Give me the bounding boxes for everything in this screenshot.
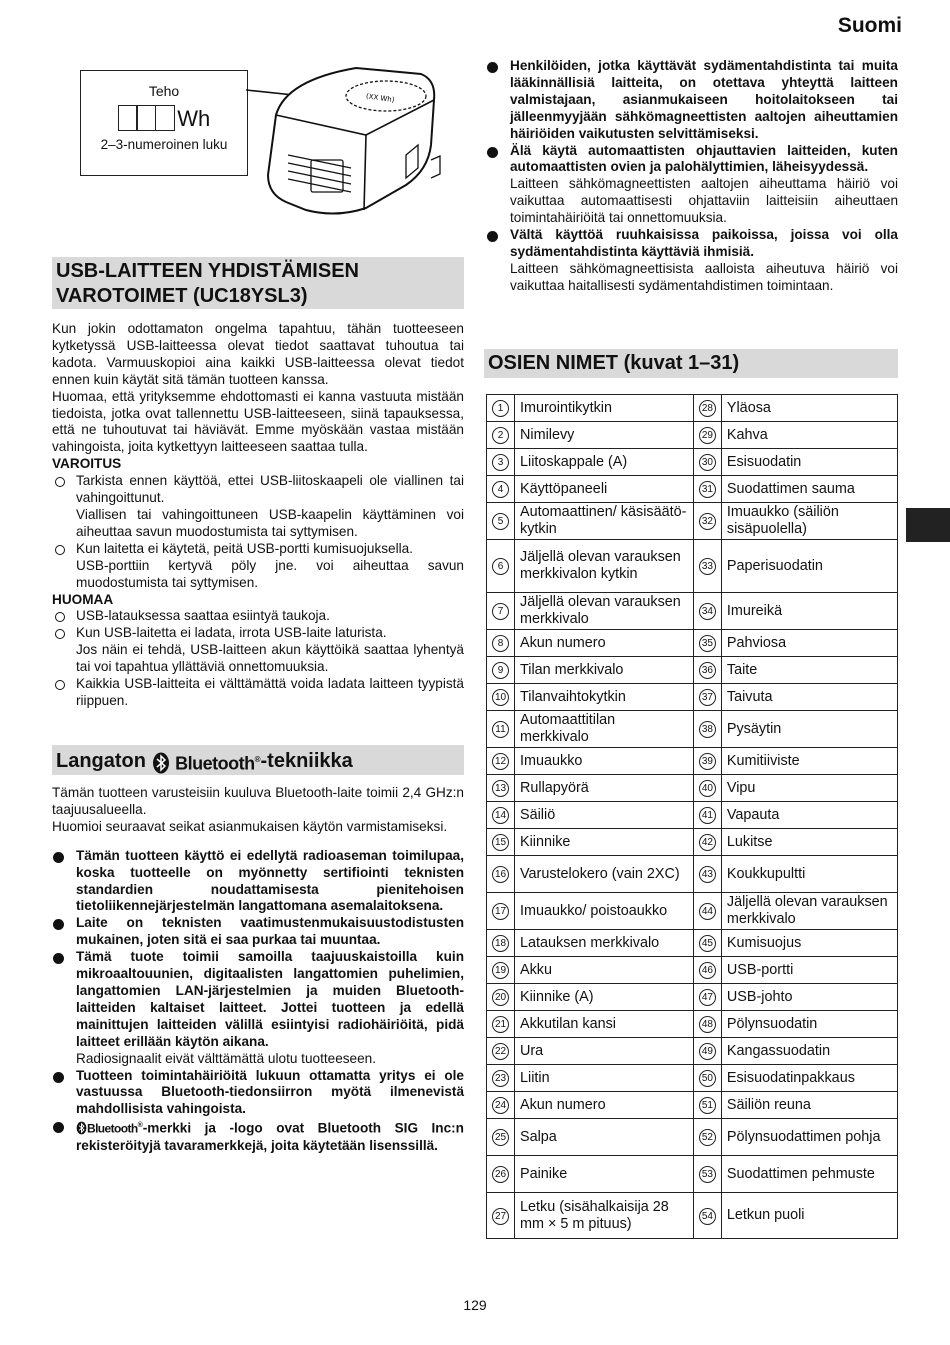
part-number-cell	[693, 829, 721, 856]
bluetooth-mini-icon	[76, 1121, 87, 1135]
part-name: Vipu	[721, 775, 897, 802]
part-number-cell	[487, 630, 515, 657]
part-number-cell	[487, 930, 515, 957]
digit-box	[155, 105, 175, 131]
part-name: Letkun puoli	[721, 1193, 897, 1239]
part-number: 19	[492, 962, 509, 979]
part-number-cell	[487, 1119, 515, 1156]
usb-heading-line2: VAROTOIMET (UC18YSL3)	[56, 285, 308, 307]
part-number-cell	[693, 395, 721, 422]
part-number-cell	[693, 684, 721, 711]
part-name: Jäljellä olevan varauksen merkkivalo	[721, 893, 897, 930]
bluetooth-logo: Bluetooth®	[152, 745, 261, 779]
part-number-cell	[693, 1038, 721, 1065]
power-label: Teho	[148, 83, 180, 99]
part-name: Nimilevy	[515, 422, 694, 449]
part-name: Rullapyörä	[515, 775, 694, 802]
parts-table-row	[487, 748, 898, 775]
part-number: 43	[699, 866, 716, 883]
usb-intro-2: Huomaa, että yrityksemme ehdottomasti ei kanna vastuuta mistään tiedoista, jotka ovat tallennettu USB-laitteeseen, siinä tapauksessa, että ne tuhoutuvat tai häviävät. Emme myöskään vastaa mistään vahingoista, joita kytkettyyn laitteeseen saattaa tulla.	[52, 388, 464, 455]
part-name: Pahviosa	[721, 630, 897, 657]
part-number: 17	[492, 903, 509, 920]
part-number: 25	[492, 1129, 509, 1146]
part-number: 1	[492, 400, 509, 417]
note-item: USB-latauksessa saattaa esiintyä taukoja.	[52, 608, 464, 625]
bluetooth-bullet: Tuotteen toimintahäiriöitä lukuun ottamatta yritys ei ole vastuussa Bluetooth-tiedonsiirron myötä ilmenevistä mahdollisista vahingoista.	[52, 1068, 464, 1119]
part-name: Suodattimen pehmuste	[721, 1156, 897, 1193]
bluetooth-bullet: Laite on teknisten vaatimustenmukaisuustodistusten mukainen, joten sitä ei saa purkaa tai muuntaa.	[52, 915, 464, 949]
parts-table	[486, 394, 898, 1239]
parts-table-row	[487, 1065, 898, 1092]
part-number: 49	[699, 1043, 716, 1060]
part-name: Imurointikytkin	[515, 395, 694, 422]
part-number: 11	[492, 721, 509, 738]
part-number-cell	[487, 748, 515, 775]
part-name: Tilan merkkivalo	[515, 657, 694, 684]
part-name: USB-johto	[721, 984, 897, 1011]
parts-table-row	[487, 829, 898, 856]
part-name: Pölynsuodattimen pohja	[721, 1119, 897, 1156]
part-number: 7	[492, 603, 509, 620]
part-number-cell	[487, 593, 515, 630]
parts-section-heading: OSIEN NIMET (kuvat 1–31)	[484, 349, 898, 378]
part-number: 21	[492, 1016, 509, 1033]
part-number-cell	[693, 540, 721, 593]
part-number-cell	[693, 1119, 721, 1156]
part-name: Kangassuodatin	[721, 1038, 897, 1065]
part-number: 51	[699, 1097, 716, 1114]
parts-table-row	[487, 449, 898, 476]
part-number: 54	[699, 1208, 716, 1225]
part-name: Kumisuojus	[721, 930, 897, 957]
part-number: 5	[492, 513, 509, 530]
part-number-cell	[487, 395, 515, 422]
safety-bullet: Älä käytä automaattisten ohjauttavien laitteiden, kuten automaattisten ovien ja palohälyttimien, läheisyydessä. Laitteen sähkömagneettisten aaltojen aiheuttama häiriö voi vaikuttaa automaattisesti ohjattaviin laitteisiin aiheuttaen toimintahäiriöitä tai onnettomuuksia.	[486, 143, 898, 228]
part-number: 16	[492, 866, 509, 883]
part-name: Kumitiiviste	[721, 748, 897, 775]
part-number: 22	[492, 1043, 509, 1060]
part-name: Akun numero	[515, 630, 694, 657]
part-number-cell	[487, 503, 515, 540]
part-number-cell	[487, 957, 515, 984]
part-name: Esisuodatinpakkaus	[721, 1065, 897, 1092]
part-name: Varustelokero (vain 2XC)	[515, 856, 694, 893]
wh-digit-boxes	[81, 105, 247, 131]
usb-heading-line1: USB-LAITTEEN YHDISTÄMISEN	[56, 260, 359, 282]
warning-item: Tarkista ennen käyttöä, ettei USB-liitoskaapeli ole viallinen tai vahingoittunut. Viallisen tai vahingoittuneen USB-kaapelin käyttäminen voi aiheuttaa savun muodostumista tai syttymisen.	[52, 473, 464, 541]
part-name: Säiliön reuna	[721, 1092, 897, 1119]
warning-list	[52, 473, 464, 591]
parts-table-row	[487, 476, 898, 503]
part-number-cell	[693, 593, 721, 630]
part-number: 53	[699, 1166, 716, 1183]
digit-count-label: 2–3-numeroinen luku	[100, 137, 228, 152]
part-name: Taivuta	[721, 684, 897, 711]
part-number: 35	[699, 635, 716, 652]
part-number-cell	[487, 856, 515, 893]
part-number: 24	[492, 1097, 509, 1114]
part-number-cell	[693, 930, 721, 957]
bluetooth-trademark-bullet: Bluetooth®-merkki ja -logo ovat Bluetooth SIG Inc:n rekisteröityjä tavaramerkkejä, joita käytetään lisenssillä.	[52, 1118, 464, 1154]
parts-table-row	[487, 1011, 898, 1038]
note-list	[52, 608, 464, 709]
bluetooth-mini-wordmark: Bluetooth	[87, 1121, 138, 1136]
bluetooth-section-body	[52, 785, 464, 1155]
part-number-cell	[487, 449, 515, 476]
part-name: Liitin	[515, 1065, 694, 1092]
parts-table-body	[487, 395, 898, 1239]
part-name: Imureikä	[721, 593, 897, 630]
bluetooth-wordmark: Bluetooth	[175, 753, 255, 774]
part-number-cell	[693, 1011, 721, 1038]
part-number: 6	[492, 558, 509, 575]
part-name: Esisuodatin	[721, 449, 897, 476]
safety-bullet: Henkilöiden, jotka käyttävät sydämentahdistinta tai muita lääkinnällisiä laitteita, on otettava yhteyttä laitteen valmistajaan, asianmukaiseen hoitolaitokseen tai jälleenmyyjään sähkömagneettisten aaltojen aiheuttamien häiriöiden vaikutusten selvittämiseksi.	[486, 58, 898, 143]
wh-callout-box	[80, 70, 248, 176]
part-name: Yläosa	[721, 395, 897, 422]
part-number-cell	[693, 476, 721, 503]
parts-table-row	[487, 657, 898, 684]
parts-table-row	[487, 503, 898, 540]
part-number-cell	[693, 711, 721, 748]
bluetooth-bullet-list	[52, 848, 464, 1155]
part-number-cell	[693, 1092, 721, 1119]
parts-table-row	[487, 684, 898, 711]
part-number-cell	[487, 1193, 515, 1239]
part-name: Käyttöpaneeli	[515, 476, 694, 503]
part-number: 52	[699, 1129, 716, 1146]
parts-table-row	[487, 1193, 898, 1239]
part-name: Akkutilan kansi	[515, 1011, 694, 1038]
part-number-cell	[487, 775, 515, 802]
page-number: 129	[463, 1297, 487, 1313]
parts-table-row	[487, 422, 898, 449]
part-number-cell	[487, 802, 515, 829]
part-name: Letku (sisähalkaisija 28 mm × 5 m pituus)	[515, 1193, 694, 1239]
part-number: 37	[699, 689, 716, 706]
part-number-cell	[487, 684, 515, 711]
part-number: 46	[699, 962, 716, 979]
part-name: Kiinnike (A)	[515, 984, 694, 1011]
part-number: 2	[492, 427, 509, 444]
digit-box	[136, 105, 156, 131]
note-item: Kaikkia USB-laitteita ei välttämättä voida ladata laitteen tyypistä riippuen.	[52, 676, 464, 710]
warning-item: Kun laitetta ei käytetä, peitä USB-portti kumisuojuksella. USB-porttiin kertyvä pöly jne. voi aiheuttaa savun muodostumista tai syttymisen.	[52, 541, 464, 592]
part-number-cell	[693, 449, 721, 476]
part-number-cell	[693, 503, 721, 540]
part-number-cell	[487, 422, 515, 449]
part-number: 36	[699, 662, 716, 679]
usb-section-body	[52, 321, 464, 710]
part-name: Latauksen merkkivalo	[515, 930, 694, 957]
safety-bullet: Vältä käyttöä ruuhkaisissa paikoissa, joissa voi olla sydämentahdistinta käyttäviä ihmisiä. Laitteen sähkömagneettisista aalloista aiheutuva häiriö voi vaikuttaa haitallisesti sydämentahdistimen toimintaan.	[486, 227, 898, 295]
parts-table-row	[487, 856, 898, 893]
bluetooth-bullet: Tämän tuotteen käyttö ei edellytä radioaseman toimilupaa, koska tuotteelle on myönnetty sertifiointi teknisten standardien noudattamisesta pienitehoisen tietoliikennejärjestelmän langattomana asemalaitoksena.	[52, 848, 464, 916]
part-number: 47	[699, 989, 716, 1006]
part-name: Lukitse	[721, 829, 897, 856]
part-name: Salpa	[515, 1119, 694, 1156]
part-number: 29	[699, 427, 716, 444]
part-number-cell	[693, 1193, 721, 1239]
parts-table-row	[487, 957, 898, 984]
part-name: Akun numero	[515, 1092, 694, 1119]
part-number-cell	[693, 957, 721, 984]
parts-table-row	[487, 775, 898, 802]
part-name: Kahva	[721, 422, 897, 449]
wh-unit: Wh	[177, 106, 211, 131]
part-number: 32	[699, 513, 716, 530]
svg-text:(XX Wh): (XX Wh)	[365, 92, 395, 105]
section-tab-marker	[906, 508, 950, 542]
parts-table-row	[487, 1038, 898, 1065]
part-name: Liitoskappale (A)	[515, 449, 694, 476]
part-number-cell	[487, 657, 515, 684]
part-name: Tilanvaihtokytkin	[515, 684, 694, 711]
part-number: 38	[699, 721, 716, 738]
part-number-cell	[693, 630, 721, 657]
part-number: 10	[492, 689, 509, 706]
part-number: 3	[492, 454, 509, 471]
part-name: Pysäytin	[721, 711, 897, 748]
part-number-cell	[487, 984, 515, 1011]
part-number-cell	[487, 1011, 515, 1038]
part-name: Jäljellä olevan varauksen merkkivalo	[515, 593, 694, 630]
parts-table-row	[487, 395, 898, 422]
parts-table-row	[487, 630, 898, 657]
part-number: 28	[699, 400, 716, 417]
part-number: 26	[492, 1166, 509, 1183]
part-number: 14	[492, 807, 509, 824]
part-number: 12	[492, 753, 509, 770]
parts-table-row	[487, 1119, 898, 1156]
part-number: 33	[699, 558, 716, 575]
note-title: HUOMAA	[52, 591, 114, 607]
part-number: 23	[492, 1070, 509, 1087]
parts-table-row	[487, 1092, 898, 1119]
part-number-cell	[487, 829, 515, 856]
part-name: Suodattimen sauma	[721, 476, 897, 503]
parts-table-row	[487, 893, 898, 930]
part-number: 27	[492, 1208, 509, 1225]
part-name: Painike	[515, 1156, 694, 1193]
part-number: 48	[699, 1016, 716, 1033]
part-number: 40	[699, 780, 716, 797]
parts-table-row	[487, 984, 898, 1011]
part-name: Säiliö	[515, 802, 694, 829]
part-number: 41	[699, 807, 716, 824]
part-number: 50	[699, 1070, 716, 1087]
part-name: Vapauta	[721, 802, 897, 829]
part-number-cell	[487, 711, 515, 748]
part-number-cell	[693, 893, 721, 930]
part-number-cell	[693, 422, 721, 449]
parts-table-row	[487, 540, 898, 593]
warning-title: VAROITUS	[52, 456, 122, 472]
part-name: Jäljellä olevan varauksen merkkivalon kytkin	[515, 540, 694, 593]
part-number: 8	[492, 635, 509, 652]
part-number: 30	[699, 454, 716, 471]
part-number: 20	[492, 989, 509, 1006]
part-number-cell	[487, 476, 515, 503]
part-number: 18	[492, 935, 509, 952]
part-number-cell	[693, 748, 721, 775]
parts-table-row	[487, 930, 898, 957]
part-number: 4	[492, 481, 509, 498]
parts-table-row	[487, 1156, 898, 1193]
part-number: 9	[492, 662, 509, 679]
part-number-cell	[487, 893, 515, 930]
language-label: Suomi	[837, 14, 902, 37]
part-number: 39	[699, 753, 716, 770]
part-name: Taite	[721, 657, 897, 684]
part-name: Akku	[515, 957, 694, 984]
part-number-cell	[487, 1092, 515, 1119]
part-name: Koukkupultti	[721, 856, 897, 893]
bluetooth-section-heading: Langaton Bluetooth®-tekniikka	[52, 745, 464, 775]
part-number: 44	[699, 903, 716, 920]
usb-section-heading	[52, 257, 464, 309]
part-number-cell	[487, 540, 515, 593]
part-number: 34	[699, 603, 716, 620]
part-number-cell	[693, 775, 721, 802]
bluetooth-intro: Tämän tuotteen varusteisiin kuuluva Bluetooth-laite toimii 2,4 GHz:n taajuusalueella.	[52, 785, 464, 817]
part-number-cell	[693, 802, 721, 829]
parts-table-row	[487, 802, 898, 829]
part-name: Kiinnike	[515, 829, 694, 856]
part-name: Imuaukko (säiliön sisäpuolella)	[721, 503, 897, 540]
parts-table-row	[487, 593, 898, 630]
part-name: Paperisuodatin	[721, 540, 897, 593]
part-name: USB-portti	[721, 957, 897, 984]
part-number: 15	[492, 834, 509, 851]
part-name: Pölynsuodatin	[721, 1011, 897, 1038]
part-number-cell	[487, 1156, 515, 1193]
right-column-bullets	[486, 58, 898, 295]
part-number-cell	[693, 657, 721, 684]
part-number-cell	[487, 1038, 515, 1065]
part-name: Automaattitilan merkkivalo	[515, 711, 694, 748]
usb-intro: Kun jokin odottamaton ongelma tapahtuu, tähän tuotteeseen kytketyssä USB-laitteessa olevat tiedot saattavat tuhoutua tai kadota. Varmuuskopioi aina kaikki USB-laitteessa olevat tiedot ennen kuin käytät sitä tämän tuotteen kanssa.	[52, 321, 464, 387]
part-number-cell	[693, 1156, 721, 1193]
part-name: Imuaukko/ poistoaukko	[515, 893, 694, 930]
part-number: 42	[699, 834, 716, 851]
part-name: Imuaukko	[515, 748, 694, 775]
bluetooth-bullet: Tämä tuote toimii samoilla taajuuskaistoilla kuin mikroaaltouunien, digitaalisten langattomien puhelimien, langattomien LAN-järjestelmien ja muiden Bluetooth-laitteiden kaltaiset laitteet. Jottei tuotteen ja edellä mainittujen laitteiden välillä esiintyisi radiohäiriöitä, pidä laitteet erillään käytön aikana. Radiosignaalit eivät välttämättä ulotu tuotteeseen.	[52, 949, 464, 1067]
part-number-cell	[693, 1065, 721, 1092]
parts-table-row	[487, 711, 898, 748]
note-item: Kun USB-laitetta ei ladata, irrota USB-laite laturista. Jos näin ei tehdä, USB-laitteen akun käyttöikä saattaa lyhentyä tai voi tapahtua yllättäviä onnettomuuksia.	[52, 625, 464, 676]
part-name: Automaattinen/ käsisäätö-kytkin	[515, 503, 694, 540]
part-number-cell	[487, 1065, 515, 1092]
bluetooth-intro-2: Huomioi seuraavat seikat asianmukaisen käytön varmistamiseksi.	[52, 818, 448, 834]
safety-bullet-list	[486, 58, 898, 295]
part-number-cell	[693, 856, 721, 893]
battery-illustration	[246, 60, 466, 220]
part-number: 31	[699, 481, 716, 498]
part-name: Ura	[515, 1038, 694, 1065]
part-number-cell	[693, 984, 721, 1011]
part-number: 13	[492, 780, 509, 797]
part-number: 45	[699, 935, 716, 952]
digit-box	[118, 105, 138, 131]
